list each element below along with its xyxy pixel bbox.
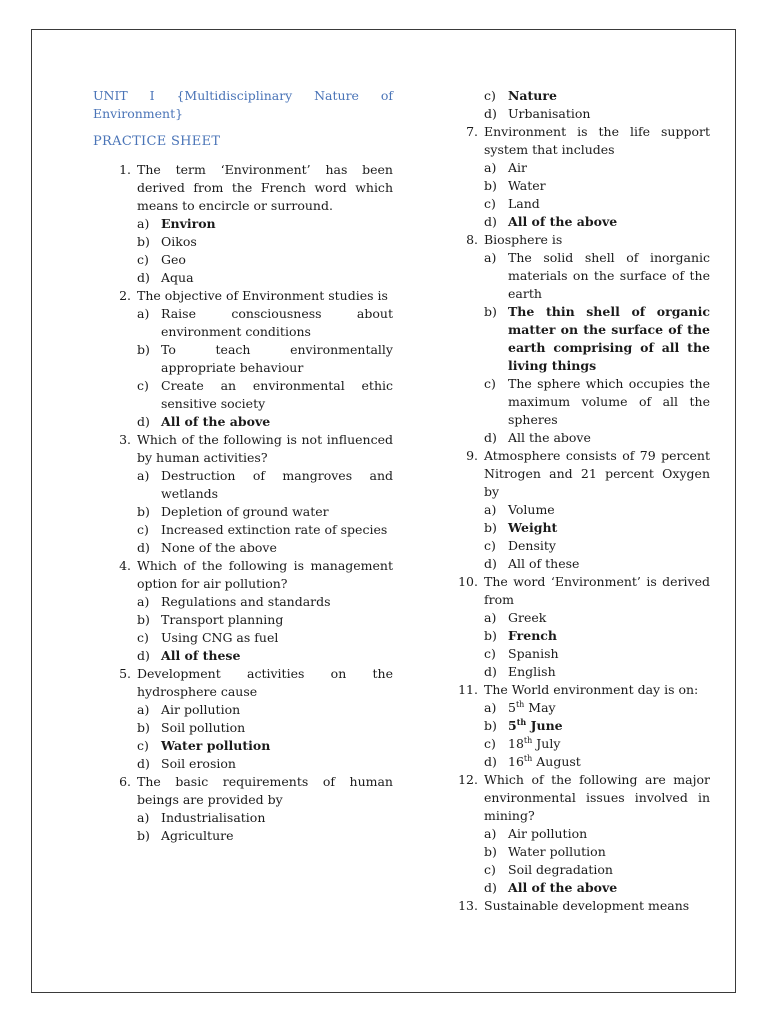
correct-answer: [508, 87, 710, 105]
option-text: [508, 699, 710, 717]
question-number: 7.: [466, 124, 478, 139]
option-text-main: All of these: [161, 648, 241, 663]
question-number: 4.: [119, 558, 131, 573]
option-text: [508, 843, 710, 861]
question-number: 3.: [119, 432, 131, 447]
question: [93, 665, 393, 701]
option-text-main: Nature: [508, 88, 557, 103]
option-text-rest: May: [524, 700, 556, 715]
question: [93, 431, 393, 467]
question: [424, 771, 710, 825]
option-letter: b): [137, 612, 150, 627]
option-text-main: Air: [508, 160, 528, 175]
answer-option: [484, 537, 710, 555]
option-letter: d): [137, 756, 150, 771]
answer-option: [484, 303, 710, 375]
question-text: Atmosphere consists of 79 percent Nitrogen and 21 percent Oxygen by: [484, 448, 710, 499]
option-text-main: Water: [508, 178, 546, 193]
option-text: [508, 753, 710, 771]
question: [424, 123, 710, 159]
answer-option: [484, 609, 710, 627]
option-text-main: Spanish: [508, 646, 559, 661]
answer-option: [484, 879, 710, 897]
question-number: 9.: [466, 448, 478, 463]
answer-option: [484, 735, 710, 753]
question: [93, 557, 393, 593]
option-letter: d): [484, 754, 497, 769]
option-text-main: All the above: [508, 430, 591, 445]
question-number: 11.: [458, 682, 478, 697]
option-letter: c): [137, 630, 149, 645]
ordinal-suffix: th: [516, 716, 527, 727]
question-number: 12.: [458, 772, 478, 787]
option-text: [508, 609, 710, 627]
option-text-main: English: [508, 664, 556, 679]
option-text-main: Depletion of ground water: [161, 504, 329, 519]
ordinal-suffix: th: [515, 699, 525, 709]
option-text-main: All of the above: [508, 880, 618, 895]
correct-answer: [161, 413, 393, 431]
option-text-main: Industrialisation: [161, 810, 266, 825]
ordinal-suffix: th: [523, 753, 533, 763]
answer-option: [484, 195, 710, 213]
answer-option: [137, 413, 393, 431]
option-text-main: 16: [508, 754, 524, 769]
answer-option: [137, 251, 393, 269]
answer-option: [484, 177, 710, 195]
option-text: [161, 377, 393, 413]
correct-answer: [508, 213, 710, 231]
question-text: Which of the following are major environmental issues involved in mining?: [484, 772, 710, 823]
answer-option: [137, 233, 393, 251]
answer-option: [137, 503, 393, 521]
option-text-main: 18: [508, 736, 524, 751]
answer-option: [137, 755, 393, 773]
question: [93, 773, 393, 809]
question: [93, 287, 393, 305]
option-text-main: French: [508, 628, 557, 643]
option-letter: d): [484, 556, 497, 571]
option-text-main: Raise consciousness about environment conditions: [161, 306, 393, 339]
option-text: [161, 719, 393, 737]
option-letter: a): [484, 826, 497, 841]
correct-answer: [508, 879, 710, 897]
option-text-main: Transport planning: [161, 612, 284, 627]
option-text-main: All of the above: [508, 214, 618, 229]
option-text-main: Land: [508, 196, 540, 211]
correct-answer: [508, 717, 710, 735]
option-letter: b): [137, 342, 150, 357]
answer-option: [484, 717, 710, 735]
answer-option: [137, 467, 393, 503]
option-text: [161, 341, 393, 377]
left-column: [93, 87, 393, 845]
option-text: [508, 555, 710, 573]
answer-option: [137, 539, 393, 557]
answer-option: [137, 701, 393, 719]
correct-answer: [161, 215, 393, 233]
option-text-main: Urbanisation: [508, 106, 591, 121]
option-letter: a): [137, 468, 150, 483]
option-text-main: Environ: [161, 216, 216, 231]
question-number: 8.: [466, 232, 478, 247]
option-letter: c): [484, 736, 496, 751]
option-text-main: Greek: [508, 610, 547, 625]
answer-option: [137, 377, 393, 413]
option-letter: c): [137, 522, 149, 537]
option-text-main: Create an environmental ethic sensitive society: [161, 378, 393, 411]
option-text-main: Soil erosion: [161, 756, 236, 771]
question-text: Environment is the life support system that includes: [484, 124, 710, 157]
question-text: The World environment day is on:: [484, 682, 699, 697]
option-letter: d): [137, 414, 150, 429]
option-text-main: Density: [508, 538, 556, 553]
option-text-main: Using CNG as fuel: [161, 630, 279, 645]
option-letter: b): [137, 504, 150, 519]
option-letter: a): [137, 306, 150, 321]
option-text: [508, 825, 710, 843]
question: [424, 897, 710, 915]
answer-option: [137, 341, 393, 377]
option-letter: a): [484, 700, 497, 715]
question-text: The term ‘Environment’ has been derived from the French word which means to encircle or surround.: [137, 162, 393, 213]
option-letter: a): [484, 250, 497, 265]
option-letter: b): [484, 520, 497, 535]
option-text-main: Water pollution: [161, 738, 271, 753]
answer-option: [484, 213, 710, 231]
option-text: [161, 233, 393, 251]
answer-option: [137, 809, 393, 827]
answer-option: [137, 737, 393, 755]
option-text: [508, 663, 710, 681]
option-letter: d): [484, 880, 497, 895]
answer-option: [484, 159, 710, 177]
option-text: [161, 755, 393, 773]
answer-option: [137, 215, 393, 233]
option-text-rest: August: [532, 754, 581, 769]
answer-option: [484, 249, 710, 303]
option-text: [161, 593, 393, 611]
question: [424, 231, 710, 249]
option-text-main: Volume: [508, 502, 555, 517]
answer-option: [484, 663, 710, 681]
answer-option: [484, 501, 710, 519]
option-text: [161, 827, 393, 845]
left-question-list: [93, 161, 393, 845]
question: [424, 447, 710, 501]
question: [93, 161, 393, 215]
answer-option: [137, 611, 393, 629]
answer-option: [484, 753, 710, 771]
option-text: [508, 195, 710, 213]
correct-answer: [508, 519, 710, 537]
answer-option: [484, 843, 710, 861]
question-number: 5.: [119, 666, 131, 681]
option-letter: b): [137, 828, 150, 843]
question-text: The word ‘Environment’ is derived from: [484, 574, 710, 607]
option-letter: d): [484, 214, 497, 229]
question-number: 10.: [458, 574, 478, 589]
option-letter: a): [137, 216, 150, 231]
option-letter: c): [484, 196, 496, 211]
option-text-main: Agriculture: [161, 828, 234, 843]
option-text: [508, 537, 710, 555]
answer-option: [484, 699, 710, 717]
option-letter: c): [137, 738, 149, 753]
option-letter: b): [484, 178, 497, 193]
question-text: Sustainable development means: [484, 898, 690, 913]
document-page: [31, 29, 736, 993]
answer-option: [484, 645, 710, 663]
question-text: The objective of Environment studies is: [137, 288, 388, 303]
option-text-main: The sphere which occupies the maximum volume of all the spheres: [508, 376, 710, 427]
option-text-main: Water pollution: [508, 844, 606, 859]
option-letter: c): [137, 378, 149, 393]
option-text-main: Air pollution: [508, 826, 588, 841]
option-text: [161, 701, 393, 719]
option-text-main: None of the above: [161, 540, 277, 555]
option-text-main: Air pollution: [161, 702, 241, 717]
question-number: 1.: [119, 162, 131, 177]
answer-option: [484, 627, 710, 645]
answer-option: [137, 647, 393, 665]
unit-heading: UNIT I {Multidisciplinary Nature of Environment}: [93, 88, 393, 121]
option-text-rest: July: [532, 736, 561, 751]
answer-option: [484, 87, 710, 105]
option-letter: d): [137, 540, 150, 555]
question-number: 13.: [458, 898, 478, 913]
option-letter: c): [137, 252, 149, 267]
option-text: [508, 861, 710, 879]
answer-option: [137, 827, 393, 845]
answer-option: [484, 555, 710, 573]
question-text: Which of the following is management option for air pollution?: [137, 558, 393, 591]
answer-option: [137, 593, 393, 611]
option-text: [508, 501, 710, 519]
option-text-main: The thin shell of organic matter on the surface of the earth comprising of all the living things: [508, 304, 710, 373]
answer-option: [137, 269, 393, 287]
practice-sheet-heading: PRACTICE SHEET: [93, 134, 221, 149]
option-text-main: All of the above: [161, 414, 271, 429]
question-text: The basic requirements of human beings are provided by: [137, 774, 393, 807]
option-letter: a): [484, 160, 497, 175]
option-text-rest: June: [526, 718, 563, 733]
option-letter: c): [484, 376, 496, 391]
right-question-list: [424, 123, 710, 915]
option-letter: d): [137, 270, 150, 285]
ordinal-suffix: th: [523, 735, 533, 745]
option-letter: a): [484, 502, 497, 517]
answer-option: [484, 519, 710, 537]
answer-option: [137, 719, 393, 737]
option-letter: c): [484, 538, 496, 553]
option-text: [508, 375, 710, 429]
option-text-main: Oikos: [161, 234, 197, 249]
option-text: [161, 305, 393, 341]
correct-answer: [161, 737, 393, 755]
option-letter: a): [137, 702, 150, 717]
option-text: [161, 611, 393, 629]
option-letter: b): [484, 628, 497, 643]
correct-answer: [161, 647, 393, 665]
option-letter: b): [484, 844, 497, 859]
option-text-main: 5: [508, 718, 517, 733]
option-text: [161, 521, 393, 539]
option-text: [508, 645, 710, 663]
option-letter: a): [137, 594, 150, 609]
option-text-main: Weight: [508, 520, 558, 535]
option-letter: b): [484, 718, 497, 733]
answer-option: [484, 429, 710, 447]
option-letter: c): [484, 88, 496, 103]
correct-answer: [508, 303, 710, 375]
option-text: [161, 467, 393, 503]
option-text-main: Soil pollution: [161, 720, 246, 735]
option-text-main: 5: [508, 700, 516, 715]
continued-options: [424, 87, 710, 123]
option-letter: d): [137, 648, 150, 663]
option-letter: d): [484, 106, 497, 121]
option-text: [508, 735, 710, 753]
option-text-main: Regulations and standards: [161, 594, 331, 609]
answer-option: [137, 629, 393, 647]
option-text: [161, 269, 393, 287]
option-text: [161, 629, 393, 647]
question-number: 2.: [119, 288, 131, 303]
option-text-main: The solid shell of inorganic materials on the surface of the earth: [508, 250, 710, 301]
option-letter: b): [137, 234, 150, 249]
option-text-main: Soil degradation: [508, 862, 613, 877]
correct-answer: [508, 627, 710, 645]
right-column: [424, 87, 710, 915]
option-text: [161, 251, 393, 269]
option-letter: d): [484, 664, 497, 679]
option-text: [161, 503, 393, 521]
option-text: [508, 177, 710, 195]
option-letter: a): [484, 610, 497, 625]
option-text: [161, 809, 393, 827]
option-letter: c): [484, 646, 496, 661]
option-letter: c): [484, 862, 496, 877]
option-text: [508, 159, 710, 177]
answer-option: [137, 305, 393, 341]
option-text: [508, 249, 710, 303]
option-text-main: Increased extinction rate of species: [161, 522, 388, 537]
option-text-main: Destruction of mangroves and wetlands: [161, 468, 393, 501]
option-letter: a): [137, 810, 150, 825]
option-text-main: All of these: [508, 556, 580, 571]
option-letter: d): [484, 430, 497, 445]
option-letter: b): [484, 304, 497, 319]
answer-option: [484, 105, 710, 123]
option-text-main: Aqua: [161, 270, 194, 285]
question-text: Which of the following is not influenced by human activities?: [137, 432, 393, 465]
option-text: [508, 105, 710, 123]
question: [424, 681, 710, 699]
question-text: Biosphere is: [484, 232, 563, 247]
option-text: [508, 429, 710, 447]
option-text: [161, 539, 393, 557]
question-number: 6.: [119, 774, 131, 789]
option-text-main: To teach environmentally appropriate behaviour: [161, 342, 393, 375]
answer-option: [484, 861, 710, 879]
option-text-main: Geo: [161, 252, 186, 267]
answer-option: [484, 375, 710, 429]
question: [424, 573, 710, 609]
answer-option: [137, 521, 393, 539]
question-text: Development activities on the hydrosphere cause: [137, 666, 393, 699]
option-letter: b): [137, 720, 150, 735]
answer-option: [484, 825, 710, 843]
